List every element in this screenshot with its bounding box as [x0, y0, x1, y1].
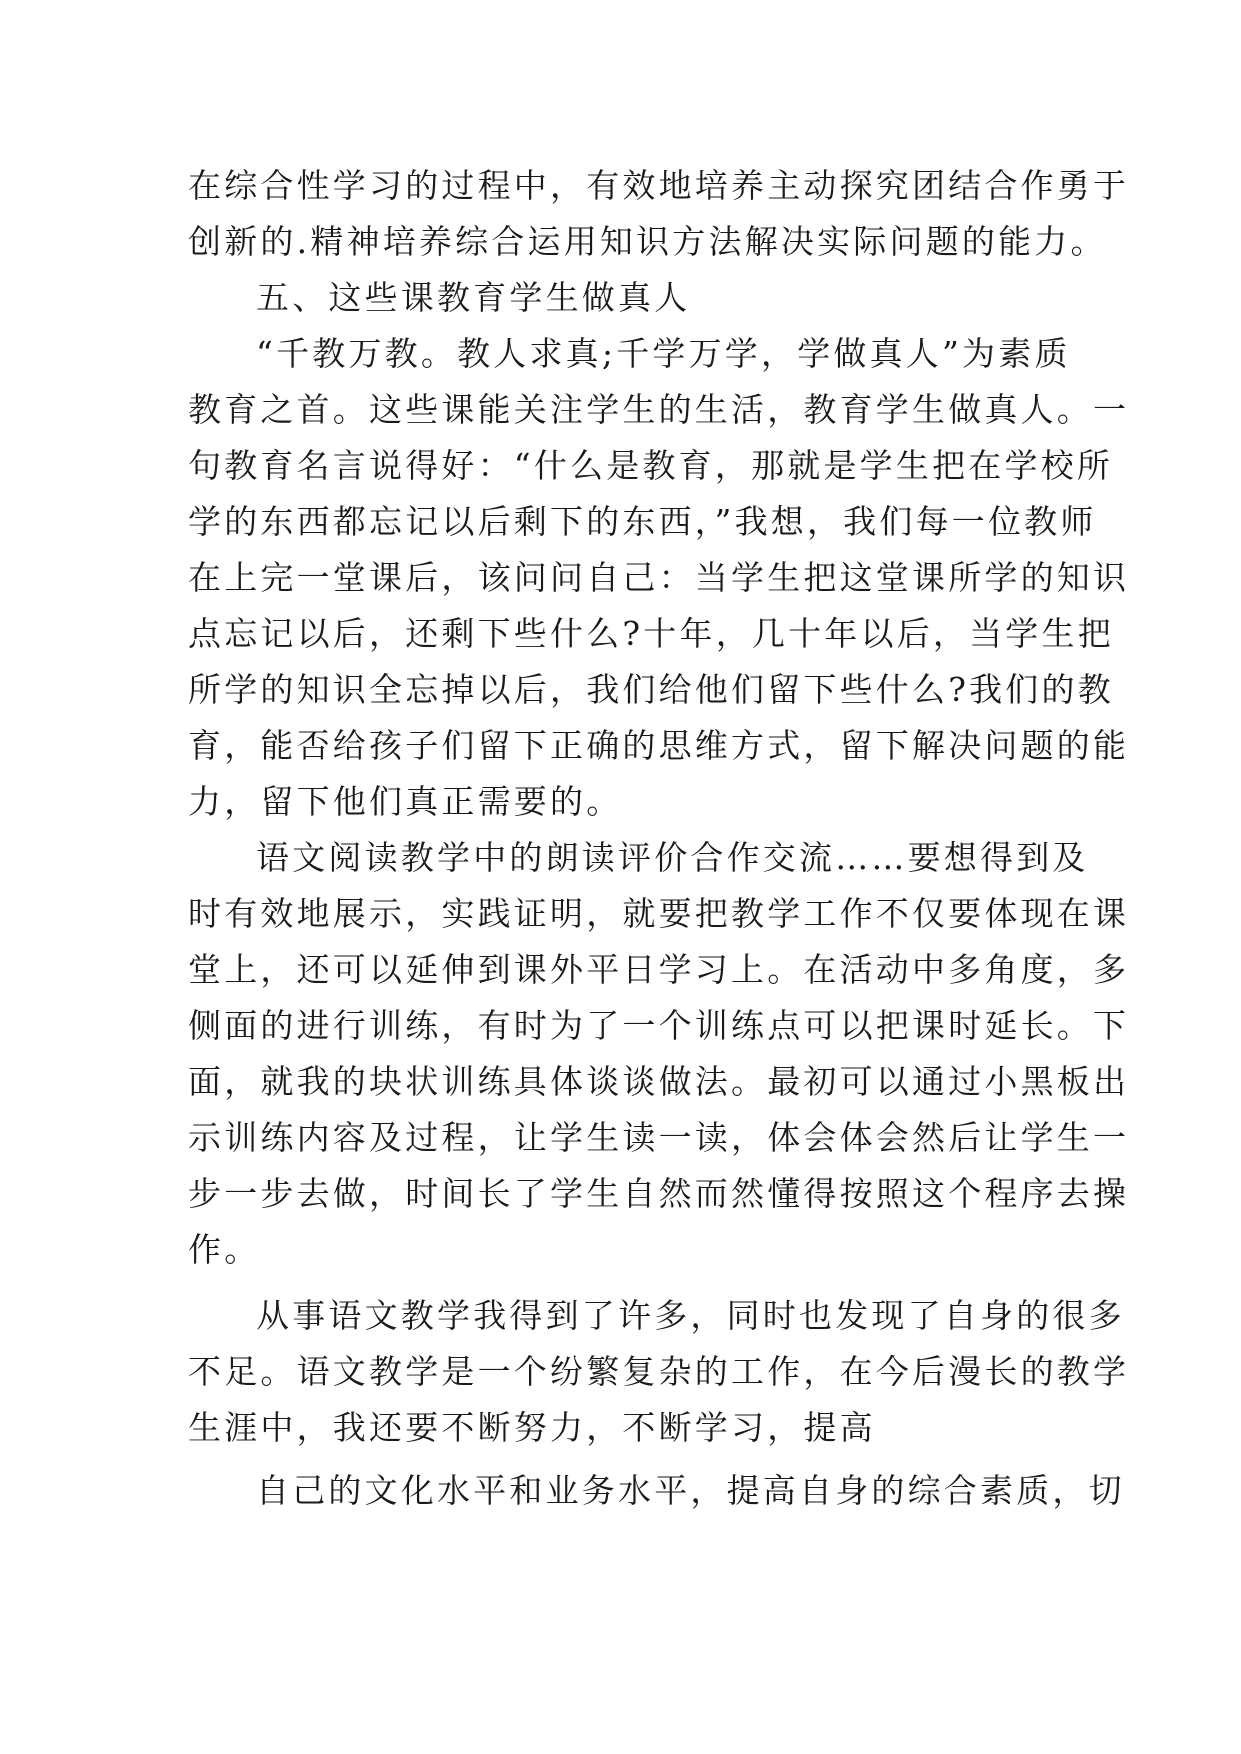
body-line: 步一步去做，时间长了学生自然而然懂得按照这个程序去操 [188, 1174, 1130, 1213]
body-line: 时有效地展示，实践证明，就要把教学工作不仅要体现在课 [188, 894, 1130, 933]
body-line: 点忘记以后，还剩下些什么?十年，几十年以后，当学生把 [188, 614, 1114, 653]
body-line: 侧面的进行训练，有时为了一个训练点可以把课时延长。下 [188, 1006, 1130, 1045]
body-line: 语文阅读教学中的朗读评价合作交流……要想得到及 [256, 838, 1089, 877]
body-line: 创新的.精神培养综合运用知识方法解决实际问题的能力。 [188, 222, 1107, 261]
body-line: “千教万教。教人求真;千学万学，学做真人”为素质 [256, 334, 1071, 373]
body-line: 力，留下他们真正需要的。 [188, 782, 623, 821]
body-line: 生涯中，我还要不断努力，不断学习，提高 [188, 1408, 876, 1447]
body-line: 在综合性学习的过程中，有效地培养主动探究团结合作勇于 [188, 166, 1130, 205]
body-line: 所学的知识全忘掉以后，我们给他们留下些什么?我们的教 [188, 670, 1114, 709]
body-line: 教育之首。这些课能关注学生的生活，教育学生做真人。一 [188, 390, 1130, 429]
body-line: 句教育名言说得好：“什么是教育，那就是学生把在学校所 [188, 446, 1114, 485]
body-line: 从事语文教学我得到了许多，同时也发现了自身的很多 [256, 1296, 1125, 1335]
section-heading: 五、这些课教育学生做真人 [256, 278, 691, 317]
body-line: 在上完一堂课后，该问问自己：当学生把这堂课所学的知识 [188, 558, 1130, 597]
body-line: 学的东西都忘记以后剩下的东西，”我想，我们每一位教师 [188, 502, 1097, 541]
body-line: 示训练内容及过程，让学生读一读，体会体会然后让学生一 [188, 1118, 1130, 1157]
body-line: 不足。语文教学是一个纷繁复杂的工作，在今后漫长的教学 [188, 1352, 1130, 1391]
body-line: 堂上，还可以延伸到课外平日学习上。在活动中多角度，多 [188, 950, 1130, 989]
body-line: 面，就我的块状训练具体谈谈做法。最初可以通过小黑板出 [188, 1062, 1130, 1101]
body-line: 自己的文化水平和业务水平，提高自身的综合素质，切 [256, 1471, 1125, 1510]
body-line: 作。 [188, 1230, 261, 1269]
body-line: 育，能否给孩子们留下正确的思维方式，留下解决问题的能 [188, 726, 1130, 765]
